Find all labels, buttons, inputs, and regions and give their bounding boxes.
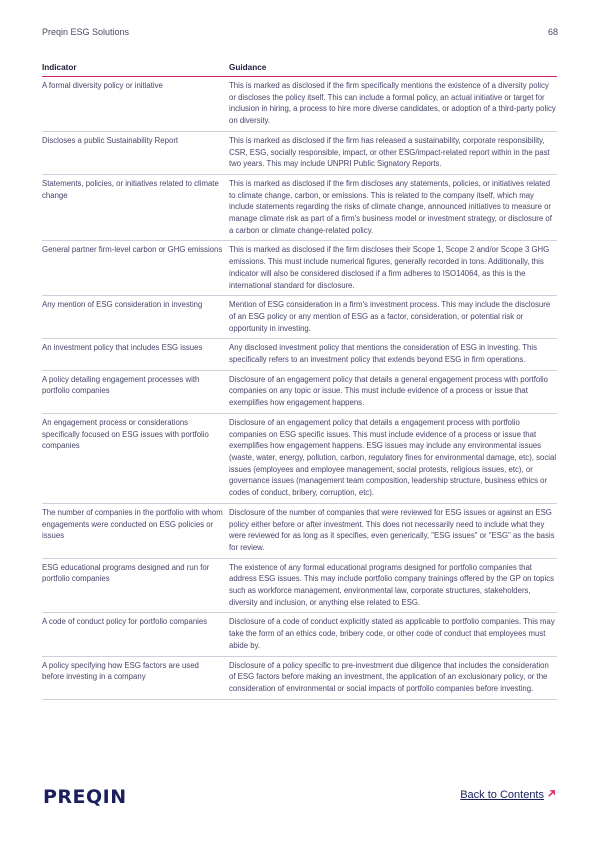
indicator-cell: A code of conduct policy for portfolio companies — [42, 613, 229, 656]
table-row — [42, 503, 557, 558]
table-row — [42, 413, 557, 503]
column-header-guidance: Guidance — [229, 60, 557, 77]
table-row — [42, 339, 557, 370]
indicator-cell: An investment policy that includes ESG issues — [42, 339, 229, 370]
indicator-cell: A policy detailing engagement processes with portfolio companies — [42, 370, 229, 413]
guidance-cell: Disclosure of an engagement policy that details a general engagement process with portfolio companies on any topic or issue. This must include evidence of a process or issue that exemplifies how engagement happens. — [229, 370, 557, 413]
guidance-cell: Disclosure of a code of conduct explicitly stated as applicable to portfolio companies. This may take the form of an ethics code, bribery code, or other code of conduct that employees must abide by. — [229, 613, 557, 656]
guidance-cell: Disclosure of the number of companies that were reviewed for ESG issues or against an ESG policy either before or after investment. This does not necessarily need to include what they were reviewed for as long as it specifies, even generically, "ESG issues" or "ESG" as the basis for review. — [229, 503, 557, 558]
guidance-cell: Disclosure of a policy specific to pre-investment due diligence that includes the consideration of ESG factors before making an investment, the application of an exclusionary policy, or the consideration of environmental or social impacts of portfolio companies before investing. — [229, 656, 557, 699]
indicator-cell: Statements, policies, or initiatives related to climate change — [42, 174, 229, 241]
document-title: Preqin ESG Solutions — [42, 27, 130, 37]
table-row — [42, 296, 557, 339]
guidance-cell: This is marked as disclosed if the firm discloses their Scope 1, Scope 2 and/or Scope 3 GHG emissions. This must include numerical figures, generally recorded in tons. Additionally, this indicator will also be considered disclosed if a firm adheres to ISO14064, as this is the international standard for disclosure. — [229, 241, 557, 296]
guidance-cell: This is marked as disclosed if the firm has released a sustainability, corporate responsibility, CSR, ESG, socially responsible, impact, or other ESG/impact-related report within in the past two years. This may include UNPRI Public Signatory Reports. — [229, 131, 557, 174]
table-row — [42, 370, 557, 413]
indicator-cell: Any mention of ESG consideration in investing — [42, 296, 229, 339]
table-row — [42, 558, 557, 613]
indicator-cell: ESG educational programs designed and run for portfolio companies — [42, 558, 229, 613]
indicator-cell: Discloses a public Sustainability Report — [42, 131, 229, 174]
back-to-contents-label: Back to Contents — [460, 789, 544, 801]
guidance-cell: Mention of ESG consideration in a firm's investment process. This may include the disclosure of an ESG policy or any mention of ESG as a factor, consideration, or potential risk or opportunity in investing. — [229, 296, 557, 339]
guidance-cell: This is marked as disclosed if the firm discloses any statements, policies, or initiatives related to climate change, carbon, or emissions. This is related to the company itself, which may include statements regarding the risks of climate change, announced initiatives to measure or manage climate risk as part of a firm's business model or investment strategy, or disclosure of a carbon or climate change-related policy. — [229, 174, 557, 241]
page-header — [42, 27, 558, 39]
indicator-cell: An engagement process or considerations specifically focused on ESG issues with portfolio companies — [42, 413, 229, 503]
table-row — [42, 131, 557, 174]
column-header-indicator: Indicator — [42, 60, 229, 77]
guidance-cell: Any disclosed investment policy that mentions the consideration of ESG in investing. This specifically refers to an investment policy that extends beyond ESG in firm operations. — [229, 339, 557, 370]
table-row — [42, 613, 557, 656]
table-row — [42, 174, 557, 241]
table-row — [42, 656, 557, 699]
guidance-cell: This is marked as disclosed if the firm specifically mentions the existence of a diversity policy or discloses the policy itself. This can include a formal policy, an actual initiative or target for inclusion in hiring, a process to hire more diverse candidates, or adoption of a third-party policy on diversity. — [229, 77, 557, 132]
back-to-contents-link[interactable] — [460, 789, 556, 801]
guidance-cell: The existence of any formal educational programs designed for portfolio companies that address ESG issues. This may include portfolio company trainings offered by the GP on topics such as workforce management, environmental law, corporate structures, stakeholders, diversity and inclusion, or anything else related to ESG. — [229, 558, 557, 613]
arrow-up-right-icon — [547, 789, 556, 801]
table-row — [42, 77, 557, 132]
guidance-cell: Disclosure of an engagement policy that details a engagement process with portfolio companies on ESG specific issues. This must include evidence of a process or issue that exemplifies how engagement happens. ESG issues may include any environmental issues (waste, water, energy, pollution, carbon, regulatory fines for environmental damage, etc), social issues (employees and employee management, social protests, religious issues, etc), or governance issues (management team composition, leadership structure, business ethics or codes of conduct, bribery, corruption, etc). — [229, 413, 557, 503]
page-number: 68 — [547, 27, 558, 37]
indicator-cell: The number of companies in the portfolio with whom engagements were conducted on ESG policies or issues — [42, 503, 229, 558]
preqin-logo: PREQIN — [43, 786, 127, 808]
indicator-cell: A policy specifying how ESG factors are used before investing in a company — [42, 656, 229, 699]
indicator-cell: A formal diversity policy or initiative — [42, 77, 229, 132]
table-row — [42, 241, 557, 296]
indicator-table — [42, 60, 557, 700]
indicator-cell: General partner firm-level carbon or GHG emissions — [42, 241, 229, 296]
table-header-row — [42, 60, 557, 77]
